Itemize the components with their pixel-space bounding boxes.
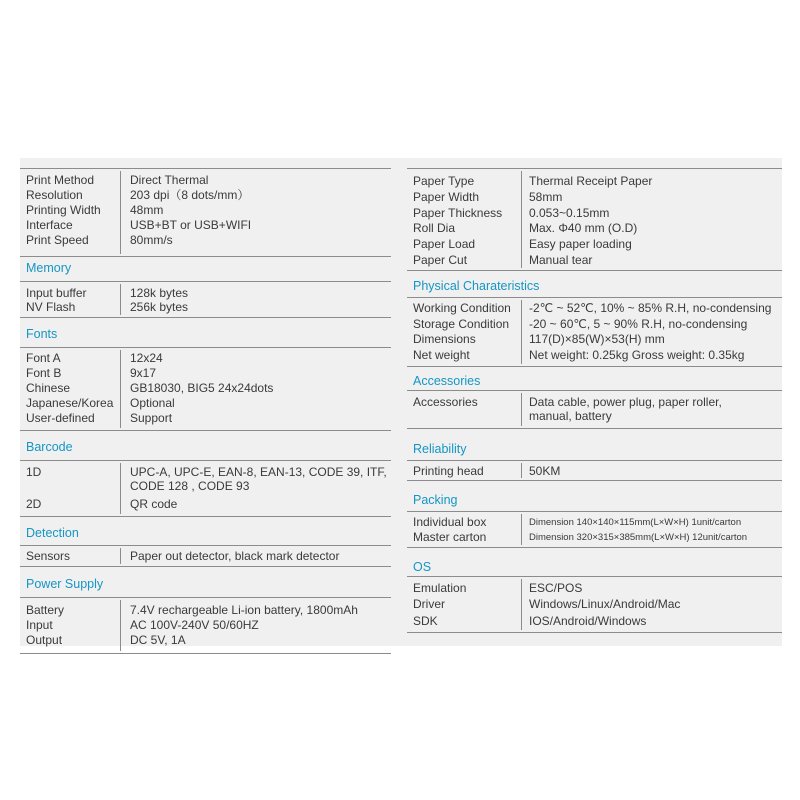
fonts-body (20, 348, 391, 431)
spec-label: Emulation (413, 581, 467, 595)
column-divider (120, 600, 121, 651)
top-rule (407, 158, 782, 169)
paper-body (407, 169, 782, 271)
spec-value: Max. Φ40 mm (O.D) (529, 221, 638, 235)
spec-value-line: UPC-A, UPC-E, EAN-8, EAN-13, CODE 39, ITF, (130, 465, 387, 479)
column-divider (120, 350, 121, 428)
spec-label: Paper Type (413, 174, 475, 188)
spec-label: Paper Load (413, 237, 476, 251)
spec-label: Resolution (26, 188, 83, 202)
spec-value: 117(D)×85(W)×53(H) mm (529, 332, 665, 346)
spec-label: Roll Dia (413, 221, 456, 235)
spec-value: -2℃ ~ 52℃, 10% ~ 85% R.H, no-condensing (529, 301, 772, 315)
section-title: Detection (20, 517, 391, 546)
spec-value: Direct Thermal (130, 173, 209, 187)
left-spec-column (20, 158, 391, 654)
spec-label: Driver (413, 597, 445, 611)
spec-value: 80mm/s (130, 233, 173, 247)
spec-value: Easy paper loading (529, 237, 632, 251)
spec-label: Net weight (413, 348, 470, 362)
barcode-section (20, 431, 391, 517)
spec-label: Printing head (413, 464, 484, 478)
spec-value: 128k bytes (130, 286, 189, 300)
barcode-body (20, 461, 391, 517)
packing-body (407, 512, 782, 548)
spec-value: Thermal Receipt Paper (529, 174, 653, 188)
section-title: OS (407, 548, 782, 577)
spec-label: Font A (26, 351, 61, 365)
spec-label: Input buffer (26, 286, 87, 300)
spec-sheet (20, 158, 782, 646)
right-spec-column (407, 158, 782, 633)
spec-value: USB+BT or USB+WIFI (130, 218, 252, 232)
spec-value: Optional (130, 396, 175, 410)
spec-value: 58mm (529, 190, 563, 204)
section-title: Physical Charateristics (407, 271, 782, 298)
spec-value: Net weight: 0.25kg Gross weight: 0.35kg (529, 348, 745, 362)
column-divider (521, 514, 522, 545)
spec-value: 9x17 (130, 366, 157, 380)
spec-value: IOS/Android/Windows (529, 614, 647, 628)
reliability-body (407, 461, 782, 481)
column-divider (120, 284, 121, 315)
spec-label: User-defined (26, 411, 95, 425)
spec-value: Support (130, 411, 173, 425)
column-divider (120, 171, 121, 254)
packing-section (407, 481, 782, 548)
spec-value: Dimension 140×140×115mm(L×W×H) 1unit/carton (529, 517, 742, 528)
section-title: Barcode (20, 431, 391, 461)
spec-value: 48mm (130, 203, 164, 217)
spec-value: DC 5V, 1A (130, 633, 186, 647)
memory-section (20, 257, 391, 318)
os-body (407, 577, 782, 633)
fonts-section (20, 318, 391, 431)
column-divider (120, 548, 121, 564)
spec-label: Paper Width (413, 190, 480, 204)
spec-value-line: CODE 128 , CODE 93 (130, 479, 250, 493)
spec-value: -20 ~ 60℃, 5 ~ 90% R.H, no-condensing (529, 317, 748, 331)
physical-body (407, 298, 782, 367)
section-title: Power Supply (20, 567, 391, 598)
accessories-body (407, 391, 782, 429)
detection-section (20, 517, 391, 567)
spec-label: Working Condition (413, 301, 511, 315)
section-title: Fonts (20, 318, 391, 348)
spec-label: Accessories (413, 395, 478, 409)
spec-label: Print Method (26, 173, 95, 187)
spec-value: 7.4V rechargeable Li-ion battery, 1800mAh (130, 603, 358, 617)
spec-value: ESC/POS (529, 581, 583, 595)
spec-value: 50KM (529, 464, 561, 478)
section-title: Memory (20, 257, 391, 282)
spec-value: Manual tear (529, 253, 593, 267)
general-section (20, 169, 391, 257)
power-supply-body (20, 598, 391, 654)
spec-value: 256k bytes (130, 300, 189, 314)
section-title: Reliability (407, 429, 782, 461)
spec-value-line: Data cable, power plug, paper roller, (529, 395, 722, 409)
detection-body (20, 546, 391, 567)
column-divider (521, 300, 522, 364)
spec-label: SDK (413, 614, 438, 628)
section-title: Accessories (407, 367, 782, 391)
column-divider (521, 579, 522, 630)
spec-label: Chinese (26, 381, 71, 395)
spec-label: Master carton (413, 530, 487, 544)
spec-value (130, 465, 388, 493)
spec-label: 1D (26, 465, 42, 479)
spec-value-line: manual, battery (529, 409, 612, 423)
spec-label: Japanese/Korea (26, 396, 114, 410)
spec-value: GB18030, BIG5 24x24dots (130, 381, 274, 395)
general-body (20, 169, 391, 257)
top-rule (20, 158, 391, 169)
spec-label: Font B (26, 366, 62, 380)
spec-label: Input (26, 618, 53, 632)
physical-section (407, 271, 782, 367)
spec-label: Print Speed (26, 233, 89, 247)
spec-label: Sensors (26, 549, 71, 563)
spec-value: QR code (130, 497, 178, 511)
spec-value: 0.053~0.15mm (529, 206, 610, 220)
os-section (407, 548, 782, 633)
accessories-section (407, 367, 782, 429)
spec-value: 203 dpi（8 dots/mm） (130, 188, 250, 202)
spec-value: Dimension 320×315×385mm(L×W×H) 12unit/carton (529, 532, 748, 543)
column-divider (521, 171, 522, 268)
spec-label: 2D (26, 497, 42, 511)
spec-label: Paper Thickness (413, 206, 503, 220)
spec-label: Dimensions (413, 332, 476, 346)
paper-section (407, 169, 782, 271)
column-divider (521, 463, 522, 478)
power-supply-section (20, 567, 391, 654)
spec-label: Storage Condition (413, 317, 510, 331)
spec-label: Output (26, 633, 63, 647)
section-title: Packing (407, 481, 782, 512)
spec-label: Individual box (413, 515, 487, 529)
spec-value (529, 395, 781, 423)
spec-label: Paper Cut (413, 253, 468, 267)
memory-body (20, 282, 391, 318)
spec-value: Paper out detector, black mark detector (130, 549, 340, 563)
spec-value: 12x24 (130, 351, 163, 365)
spec-label: NV Flash (26, 300, 76, 314)
spec-label: Interface (26, 218, 73, 232)
spec-label: Printing Width (26, 203, 101, 217)
spec-value: AC 100V-240V 50/60HZ (130, 618, 259, 632)
column-divider (120, 463, 121, 514)
spec-value: Windows/Linux/Android/Mac (529, 597, 681, 611)
column-divider (521, 393, 522, 426)
reliability-section (407, 429, 782, 481)
spec-label: Battery (26, 603, 65, 617)
